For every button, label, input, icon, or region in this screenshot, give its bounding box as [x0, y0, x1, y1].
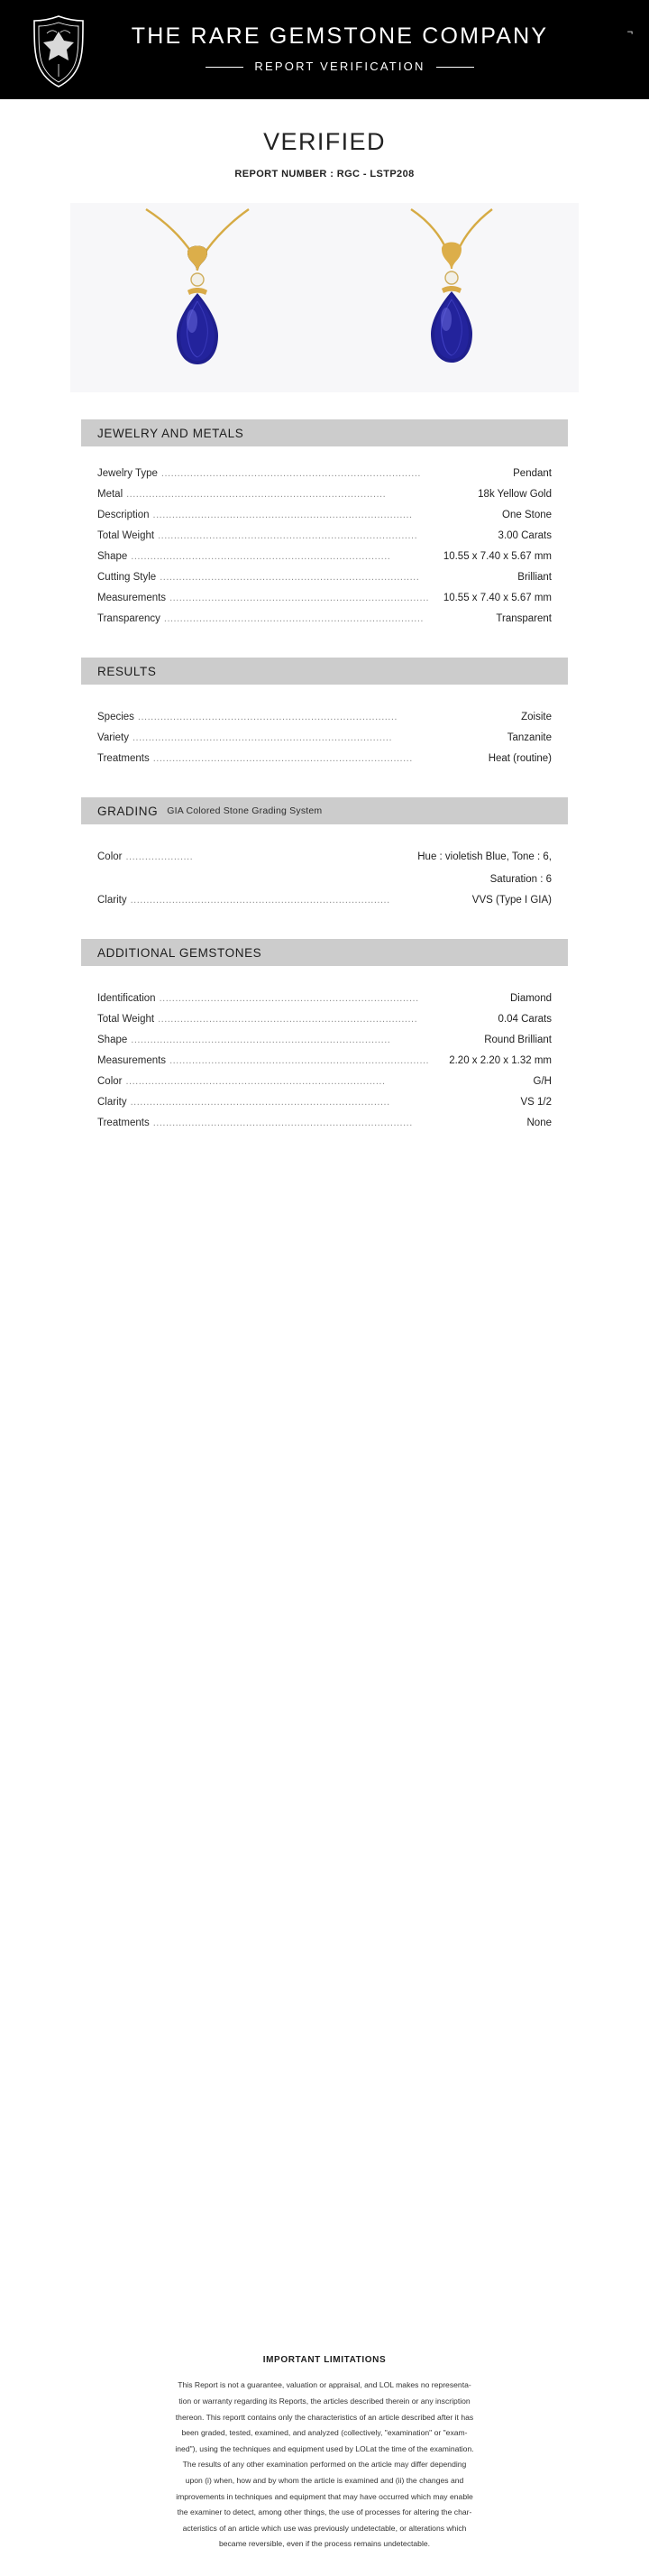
row-value-line2: Saturation : 6 [489, 873, 552, 885]
jewelry-photo-band [70, 203, 579, 392]
row-label: Color [97, 851, 123, 862]
table-row [97, 748, 552, 768]
section-additional-gemstones [81, 939, 568, 1135]
table-row [97, 1029, 552, 1050]
rule-left [206, 67, 243, 68]
row-dots: ................................................................................. [163, 612, 424, 624]
row-value: Pendant [513, 467, 552, 479]
footer-line: The results of any other examination performed on the article may differ depending [182, 2460, 467, 2470]
row-label: Species [97, 711, 134, 722]
footer-line: improvements in techniques and equipment that may have occurred which may enable [176, 2491, 473, 2501]
section-results [81, 658, 568, 770]
verified-title: VERIFIED [263, 128, 386, 155]
section-rows-jewelry-and-metals [81, 446, 568, 630]
section-title: ADDITIONAL GEMSTONES [97, 945, 262, 960]
page-header [0, 0, 649, 99]
row-dots: ................................................................................. [126, 488, 387, 500]
row-value: 3.00 Carats [498, 529, 552, 541]
table-row [97, 846, 552, 889]
footer-line: the examiner to detect, among other things, the use of processes for altering the char- [177, 2507, 472, 2517]
row-dots: ................................................................................. [125, 1075, 386, 1087]
section-rows-additional-gemstones [81, 966, 568, 1135]
section-title: GRADING [97, 804, 159, 818]
table-row [97, 889, 552, 910]
pendant-photo-right [384, 207, 519, 388]
row-dots: ................................................................................. [152, 1117, 413, 1128]
row-value-block [394, 851, 552, 885]
section-title: RESULTS [97, 664, 157, 678]
header-text-block [103, 24, 622, 76]
table-row [97, 1050, 552, 1071]
row-label: Description [97, 509, 150, 520]
row-label: Shape [97, 1034, 128, 1045]
table-row [97, 483, 552, 504]
row-value: VVS (Type I GIA) [471, 894, 552, 906]
section-rows-grading [81, 824, 568, 912]
row-dots: ................................................................................. [152, 752, 413, 764]
table-row [97, 988, 552, 1008]
row-dots: ................................................................................. [130, 1096, 390, 1108]
row-dots: ................................................................................. [131, 550, 391, 562]
rule-right [436, 67, 474, 68]
row-value: None [526, 1117, 552, 1128]
table-row [97, 608, 552, 629]
footer-line: thereon. This reportt contains only the characteristics of an article described after it has [175, 2412, 474, 2422]
table-row [97, 727, 552, 748]
verified-block [0, 99, 649, 179]
table-row [97, 1091, 552, 1112]
section-header-grading [81, 797, 568, 824]
footer-title: IMPORTANT LIMITATIONS [262, 2355, 387, 2366]
table-row [97, 566, 552, 587]
row-value: Zoisite [521, 711, 552, 722]
row-dots: ................................................................................. [160, 571, 420, 583]
row-value: 10.55 x 7.40 x 5.67 mm [443, 550, 552, 562]
row-label: Color [97, 1075, 123, 1087]
row-label: Clarity [97, 894, 127, 906]
row-dots: ................................................................................. [132, 731, 393, 743]
footer-line: This Report is not a guarantee, valuation or appraisal, and LOL makes no representa- [178, 2380, 471, 2390]
section-grading [81, 797, 568, 912]
pendant-photo-left [130, 207, 265, 388]
row-label: Total Weight [97, 1013, 155, 1025]
report-verification-title [195, 60, 484, 73]
section-title: JEWELRY AND METALS [97, 426, 244, 440]
report-verification-label: REPORT VERIFICATION [254, 60, 425, 74]
row-dots: ................................................................................. [169, 592, 430, 603]
section-jewelry-and-metals [81, 419, 568, 630]
row-dots: ................................................................................. [130, 894, 390, 906]
table-row [97, 463, 552, 483]
footer-line: been graded, tested, examined, and analyzed (collectively, "examination" or "exam- [181, 2428, 468, 2438]
row-value: Hue : violetish Blue, Tone : 6, [417, 851, 552, 862]
row-dots: ................................................................................. [159, 992, 419, 1004]
row-label: Cutting Style [97, 571, 157, 583]
row-label: Identification [97, 992, 156, 1004]
table-row [97, 504, 552, 525]
row-label: Measurements [97, 592, 167, 603]
table-row [97, 706, 552, 727]
row-value: Heat (routine) [488, 752, 552, 764]
row-label: Clarity [97, 1096, 127, 1108]
company-crest-icon [27, 14, 90, 86]
table-row [97, 546, 552, 566]
row-value: 2.20 x 2.20 x 1.32 mm [449, 1054, 552, 1066]
table-row [97, 1008, 552, 1029]
row-value: Brilliant [517, 571, 552, 583]
footer-line: upon (i) when, how and by whom the article is examined and (ii) the changes and [185, 2475, 464, 2485]
row-value: Transparent [496, 612, 552, 624]
row-dots: ..................... [125, 851, 194, 862]
section-subtitle: GIA Colored Stone Grading System [167, 805, 323, 816]
row-label: Transparency [97, 612, 160, 624]
row-value: 10.55 x 7.40 x 5.67 mm [443, 592, 552, 603]
header-corner-mark: ¬ [626, 27, 633, 38]
row-dots: ................................................................................. [137, 711, 398, 722]
row-value: VS 1/2 [520, 1096, 552, 1108]
row-value: G/H [533, 1075, 552, 1087]
row-label: Shape [97, 550, 128, 562]
row-value: 18k Yellow Gold [478, 488, 552, 500]
row-label: Measurements [97, 1054, 167, 1066]
section-header-results [81, 658, 568, 685]
footer-important-limitations [0, 2355, 649, 2553]
company-name: THE RARE GEMSTONE COMPANY [131, 23, 549, 49]
row-label: Total Weight [97, 529, 155, 541]
section-header-additional-gemstones [81, 939, 568, 966]
footer-line: acteristics of an article which use was previously undetectable, or alterations which [182, 2523, 467, 2533]
row-dots: ................................................................................. [158, 529, 418, 541]
row-value: 0.04 Carats [498, 1013, 552, 1025]
row-dots: ................................................................................. [160, 467, 421, 479]
table-row [97, 525, 552, 546]
row-value: Diamond [509, 992, 552, 1004]
row-label: Metal [97, 488, 123, 500]
table-row [97, 1112, 552, 1133]
row-label: Treatments [97, 752, 150, 764]
row-label: Variety [97, 731, 129, 743]
row-value: One Stone [502, 509, 552, 520]
table-row [97, 1071, 552, 1091]
footer-line: ined"), using the techniques and equipment used by LOLat the time of the examination. [175, 2443, 474, 2453]
row-dots: ................................................................................. [152, 509, 413, 520]
row-dots: ................................................................................. [131, 1034, 391, 1045]
row-value: Round Brilliant [484, 1034, 552, 1045]
row-value: Tanzanite [507, 731, 552, 743]
footer-line: tion or warranty regarding its Reports, the articles described therein or any inscription [178, 2396, 471, 2406]
section-header-jewelry-and-metals [81, 419, 568, 446]
row-dots: ................................................................................. [169, 1054, 430, 1066]
footer-line: became reversible, even if the process remains undetectable. [218, 2539, 431, 2549]
table-row [97, 587, 552, 608]
row-label: Jewelry Type [97, 467, 158, 479]
section-rows-results [81, 685, 568, 770]
row-label: Treatments [97, 1117, 150, 1128]
row-dots: ................................................................................. [158, 1013, 418, 1025]
report-number: REPORT NUMBER : RGC - LSTP208 [234, 169, 415, 179]
